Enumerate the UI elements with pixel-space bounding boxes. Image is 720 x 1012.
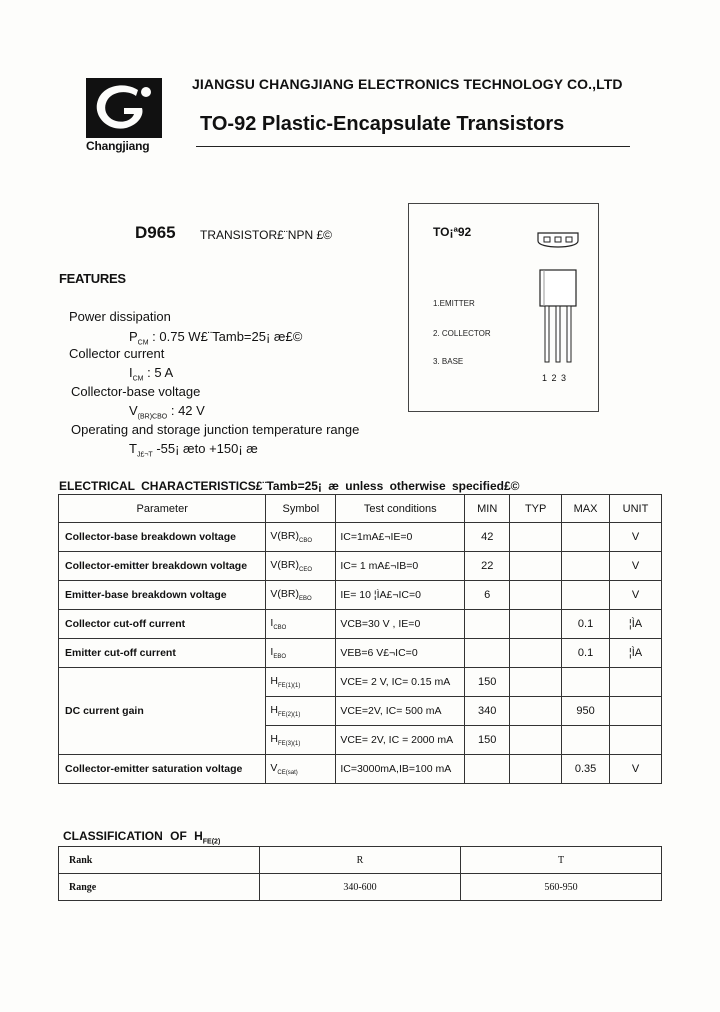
condition-cell: IC= 1 mA£¬IB=0 — [336, 552, 465, 581]
symbol-cell: $H_{FE(3)(1)}$ — [266, 726, 336, 755]
pin-label-collector: 2. COLLECTOR — [433, 329, 491, 338]
min-cell: 150 — [465, 726, 510, 755]
condition-cell: VCE= 2V, IC = 2000 mA — [336, 726, 465, 755]
symbol-cell: $H_{FE(1)(1)}$ — [266, 668, 336, 697]
pin-label-emitter: 1.EMITTER — [433, 299, 475, 308]
column-header: MAX — [562, 495, 610, 523]
column-header: Test conditions — [336, 495, 465, 523]
pin-numbers: 1 2 3 — [542, 373, 567, 383]
package-title: TO¡ª92 — [433, 225, 472, 239]
max-cell — [562, 523, 610, 552]
range-value: 340-600 — [260, 874, 461, 901]
unit-cell — [610, 697, 662, 726]
table-row — [59, 874, 662, 901]
part-description: TRANSISTOR£¨NPN £© — [200, 228, 332, 242]
condition-cell: IC=1mA£¬IE=0 — [336, 523, 465, 552]
symbol-cell: $V(BR)_{EBO}$ — [266, 581, 336, 610]
table-header-row — [59, 495, 662, 523]
min-cell — [465, 639, 510, 668]
column-header: MIN — [465, 495, 510, 523]
condition-cell: IC=3000mA,IB=100 mA — [336, 755, 465, 784]
symbol-cell: $I_{EBO}$ — [266, 639, 336, 668]
range-value: 560-950 — [461, 874, 662, 901]
condition-cell: VCB=30 V , IE=0 — [336, 610, 465, 639]
logo-mark-icon — [86, 78, 162, 138]
symbol-cell: $V_{CE(sat)}$ — [266, 755, 336, 784]
param-cell: Collector-base breakdown voltage — [59, 523, 266, 552]
feature-value-current: $I_{CM}$ : 5 A — [129, 365, 174, 383]
typ-cell — [510, 552, 562, 581]
rank-value: T — [461, 847, 662, 874]
column-header: TYP — [510, 495, 562, 523]
column-header: UNIT — [610, 495, 662, 523]
rank-value: R — [260, 847, 461, 874]
electrical-table — [58, 494, 662, 784]
feature-value-voltage: $V_{(BR)CBO}$ : 42 V — [129, 403, 205, 421]
table-row — [59, 523, 662, 552]
table-row — [59, 755, 662, 784]
pin-label-base: 3. BASE — [433, 357, 464, 366]
min-cell: 6 — [465, 581, 510, 610]
param-cell: Collector cut-off current — [59, 610, 266, 639]
min-cell: 42 — [465, 523, 510, 552]
unit-cell: V — [610, 755, 662, 784]
param-cell: DC current gain — [59, 668, 266, 755]
electrical-heading: ELECTRICAL CHARACTERISTICS£¨Tamb=25¡ æ unless otherwise specified£© — [59, 479, 520, 493]
max-cell: 0.35 — [562, 755, 610, 784]
table-row — [59, 639, 662, 668]
table-row — [59, 610, 662, 639]
part-number: D965 — [135, 223, 176, 242]
typ-cell — [510, 639, 562, 668]
company-name: JIANGSU CHANGJIANG ELECTRONICS TECHNOLOGY CO.,LTD — [192, 76, 623, 92]
unit-cell — [610, 726, 662, 755]
max-cell: 0.1 — [562, 639, 610, 668]
symbol-cell: $V(BR)_{CEO}$ — [266, 552, 336, 581]
max-cell — [562, 668, 610, 697]
max-cell — [562, 552, 610, 581]
feature-label-current: Collector current — [69, 346, 165, 361]
min-cell — [465, 755, 510, 784]
typ-cell — [510, 755, 562, 784]
typ-cell — [510, 726, 562, 755]
unit-cell: ¦ÌA — [610, 610, 662, 639]
feature-label-temperature: Operating and storage junction temperature range — [71, 422, 360, 437]
title-divider — [196, 146, 630, 147]
condition-cell: VEB=6 V£¬IC=0 — [336, 639, 465, 668]
feature-value-power: $P_{CM}$ : 0.75 W£¨Tamb=25¡ æ£© — [129, 329, 303, 347]
param-cell: Collector-emitter saturation voltage — [59, 755, 266, 784]
condition-cell: VCE= 2 V, IC= 0.15 mA — [336, 668, 465, 697]
range-label: Range — [59, 874, 260, 901]
logo-text: Changjiang — [86, 139, 150, 153]
max-cell: 0.1 — [562, 610, 610, 639]
table-row — [59, 847, 662, 874]
to92-package-icon — [530, 225, 586, 365]
table-row — [59, 581, 662, 610]
document-title: TO-92 Plastic-Encapsulate Transistors — [200, 113, 565, 135]
features-heading: FEATURES — [59, 271, 126, 286]
feature-label-voltage: Collector-base voltage — [71, 384, 201, 399]
param-cell: Emitter-base breakdown voltage — [59, 581, 266, 610]
column-header: Parameter — [59, 495, 266, 523]
symbol-cell: $V(BR)_{CBO}$ — [266, 523, 336, 552]
table-row — [59, 668, 662, 697]
table-row — [59, 552, 662, 581]
feature-value-temperature: $T_{J£\neg T}$ -55¡ æto +150¡ æ — [129, 441, 258, 459]
classification-heading: CLASSIFICATION OF $H_{FE(2)}$ — [63, 829, 221, 846]
typ-cell — [510, 523, 562, 552]
condition-cell: VCE=2V, IC= 500 mA — [336, 697, 465, 726]
max-cell: 950 — [562, 697, 610, 726]
min-cell: 22 — [465, 552, 510, 581]
condition-cell: IE= 10 ¦ÌA£¬IC=0 — [336, 581, 465, 610]
unit-cell: V — [610, 581, 662, 610]
changjiang-logo — [86, 78, 162, 138]
unit-cell: V — [610, 552, 662, 581]
classification-table — [58, 846, 662, 901]
typ-cell — [510, 610, 562, 639]
typ-cell — [510, 668, 562, 697]
unit-cell: ¦ÌA — [610, 639, 662, 668]
symbol-cell: $I_{CBO}$ — [266, 610, 336, 639]
typ-cell — [510, 581, 562, 610]
symbol-cell: $H_{FE(2)(1)}$ — [266, 697, 336, 726]
column-header: Symbol — [266, 495, 336, 523]
rank-label: Rank — [59, 847, 260, 874]
max-cell — [562, 726, 610, 755]
min-cell: 340 — [465, 697, 510, 726]
unit-cell: V — [610, 523, 662, 552]
param-cell: Emitter cut-off current — [59, 639, 266, 668]
param-cell: Collector-emitter breakdown voltage — [59, 552, 266, 581]
min-cell: 150 — [465, 668, 510, 697]
typ-cell — [510, 697, 562, 726]
max-cell — [562, 581, 610, 610]
feature-label-power: Power dissipation — [69, 309, 171, 324]
unit-cell — [610, 668, 662, 697]
min-cell — [465, 610, 510, 639]
